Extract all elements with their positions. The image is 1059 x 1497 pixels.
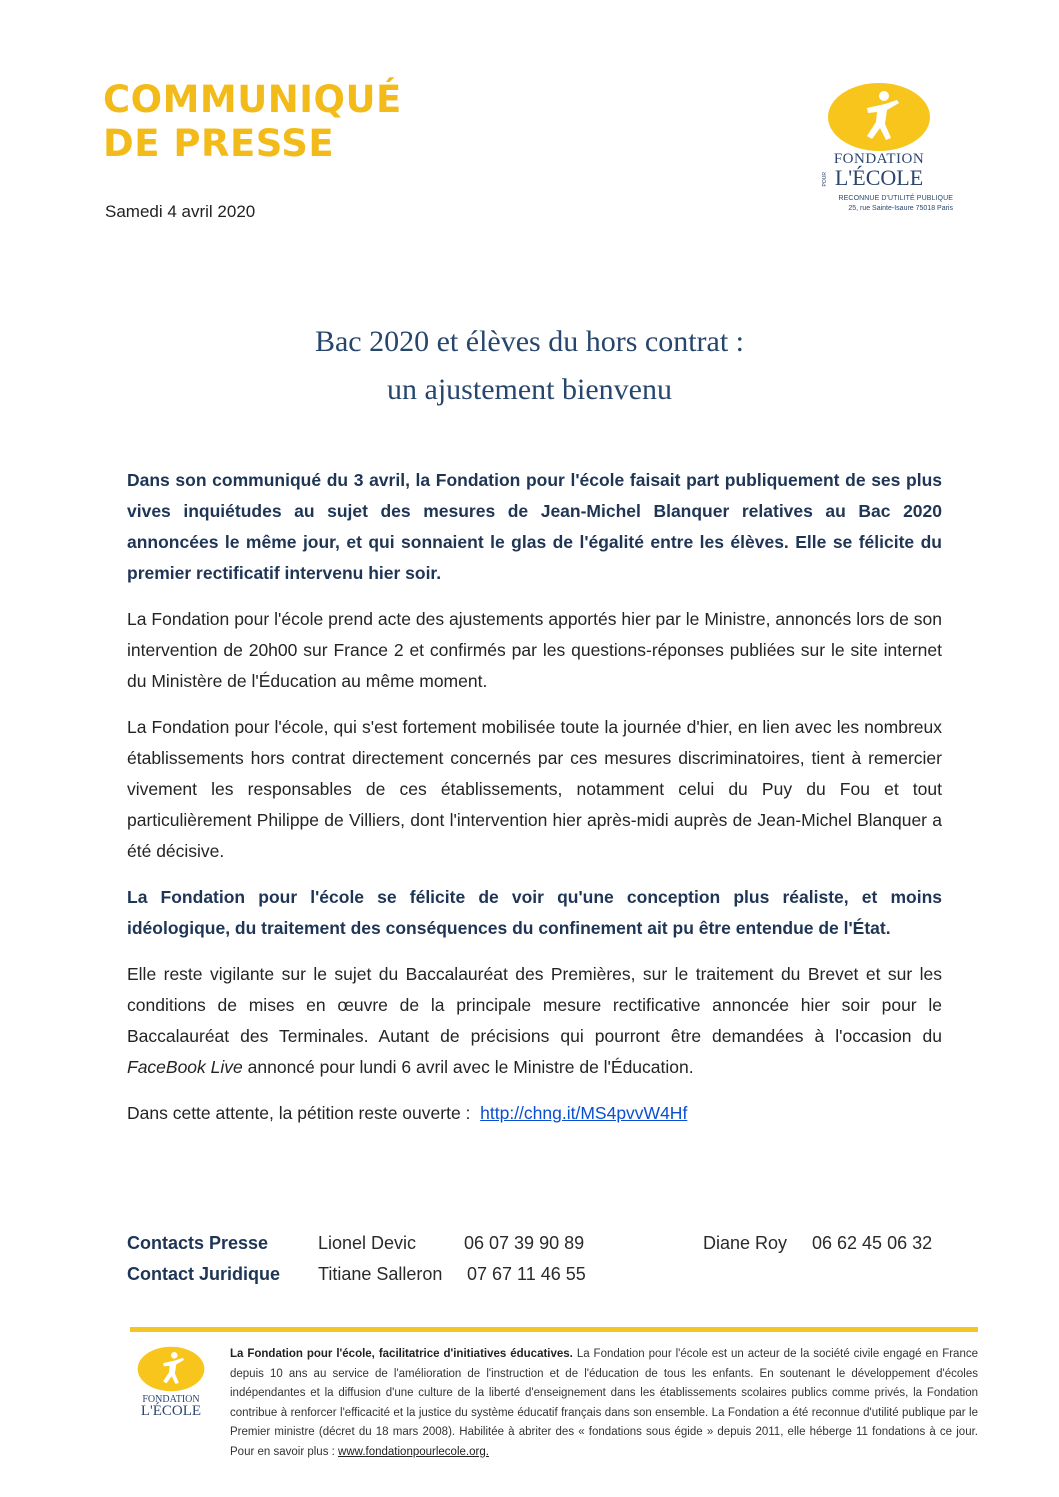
legal-contact-phone: 07 67 11 46 55 bbox=[467, 1264, 586, 1284]
petition-text: Dans cette attente, la pétition reste ouverte : bbox=[127, 1103, 471, 1123]
paragraph-3: La Fondation pour l'école, qui s'est fortement mobilisée toute la journée d'hier, en lien avec les nombreux établissements hors contrat directement concernés par ces mesures discriminatoires, tient à remercier vivement les responsables de ces établissements, notamment celui du Puy du Fou et tout particulièrement Philippe de Villiers, dont l'intervention hier après-midi auprès de Jean-Michel Blanquer a été décisive. bbox=[127, 717, 942, 861]
paragraph-2: La Fondation pour l'école prend acte des ajustements apportés hier par le Ministre, annoncés lors de son intervention de 20h00 sur France 2 et confirmés par les questions-réponses publiées sur le site internet du Ministère de l'Éducation au même moment. bbox=[127, 609, 942, 691]
contacts-press-row bbox=[127, 1228, 942, 1259]
footer-website-link[interactable]: www.fondationpourlecole.org. bbox=[338, 1445, 489, 1458]
footer-logo-fondation: FONDATION bbox=[142, 1394, 200, 1405]
paragraph-4: La Fondation pour l'école se félicite de voir qu'une conception plus réaliste, et moins idéologique, du traitement des conséquences du confinement ait pu être entendue de l'État. bbox=[127, 887, 942, 938]
heading-line-2: un ajustement bienvenu bbox=[387, 373, 672, 406]
logo-recognition-text: RECONNUE D'UTILITÉ PUBLIQUE bbox=[838, 195, 953, 202]
title-line-1: COMMUNIQUÉ bbox=[103, 78, 402, 121]
facebook-live-text: FaceBook Live bbox=[127, 1057, 243, 1077]
article-body bbox=[127, 465, 942, 1144]
footer-sun-figure-icon bbox=[137, 1345, 205, 1393]
footer-logo-ecole: L'ÉCOLE bbox=[140, 1403, 202, 1419]
logo-fondation-text: FONDATION bbox=[833, 151, 925, 167]
press-release-title bbox=[103, 78, 402, 166]
legal-contact-name: Titiane Salleron bbox=[318, 1264, 443, 1284]
paragraph-5-text: Elle reste vigilante sur le sujet du Baccalauréat des Premières, sur le traitement du Brevet et sur les conditions de mises en œuvre de la principale mesure rectificative annoncée hier soir pour le Baccalauréat des Terminales. Autant de précisions qui pourront être demandées à l'occasion du bbox=[127, 964, 942, 1046]
sun-figure-icon bbox=[827, 82, 931, 152]
logo-address-text: 25, rue Sainte-Isaure 75018 Paris bbox=[848, 205, 953, 212]
fondation-logo bbox=[815, 82, 975, 227]
title-line-2: DE PRESSE bbox=[103, 122, 335, 165]
footer-lead: La Fondation pour l'école, facilitatrice d'initiatives éducatives. bbox=[230, 1348, 573, 1360]
article-heading bbox=[0, 318, 1059, 414]
footer-description: La Fondation pour l'école est un acteur de la société civile engagé en France depuis 10 ans au service de l'amélioration de l'instruction et de l'éducation de tous les enfants. En soutenant le développement d'écoles indépendantes et la diffusion d'une culture de la liberté d'enseignement dans les établissements scolaires publics comme privés, la Fondation contribue à renforcer l'efficacité et la justice du système éducatif français dans son ensemble. La Fondation a été reconnue d'utilité publique par le Premier ministre (décret du 18 mars 2008). Habilitée à abriter des « fondations sous égide » depuis 2011, elle héberge 11 fondations à ce jour. Pour en savoir plus : bbox=[230, 1348, 978, 1458]
footer-about bbox=[230, 1345, 978, 1462]
paragraph-intro: Dans son communiqué du 3 avril, la Fondation pour l'école faisait part publiquement de ses plus vives inquiétudes au sujet des mesures de Jean-Michel Blanquer relatives au Bac 2020 annoncées le même jour, et qui sonnaient le glas de l'égalité entre les élèves. Elle se félicite du premier rectificatif intervenu hier soir. bbox=[127, 470, 942, 583]
release-date: Samedi 4 avril 2020 bbox=[105, 202, 256, 221]
heading-line-1: Bac 2020 et élèves du hors contrat : bbox=[314, 325, 745, 358]
press-contact-phone-2: 06 62 45 06 32 bbox=[812, 1233, 933, 1253]
press-contact-name-1: Lionel Devic bbox=[318, 1233, 417, 1253]
paragraph-5-end: annoncé pour lundi 6 avril avec le Ministre de l'Éducation. bbox=[247, 1057, 694, 1077]
footer-logo bbox=[130, 1345, 212, 1435]
paragraph-petition bbox=[127, 1098, 942, 1129]
paragraph-5 bbox=[127, 959, 942, 1083]
contacts-block bbox=[127, 1228, 942, 1290]
contacts-legal-row bbox=[127, 1259, 942, 1290]
petition-link[interactable]: http://chng.it/MS4pvvW4Hf bbox=[480, 1103, 688, 1123]
logo-pour-text: POUR bbox=[822, 172, 828, 187]
press-contact-name-2: Diane Roy bbox=[703, 1233, 788, 1253]
logo-ecole-text: L'ÉCOLE bbox=[834, 165, 924, 190]
press-contact-phone-1: 06 07 39 90 89 bbox=[464, 1233, 585, 1253]
footer-divider bbox=[130, 1327, 978, 1332]
contacts-legal-label: Contact Juridique bbox=[127, 1264, 281, 1284]
contacts-press-label: Contacts Presse bbox=[127, 1233, 269, 1253]
